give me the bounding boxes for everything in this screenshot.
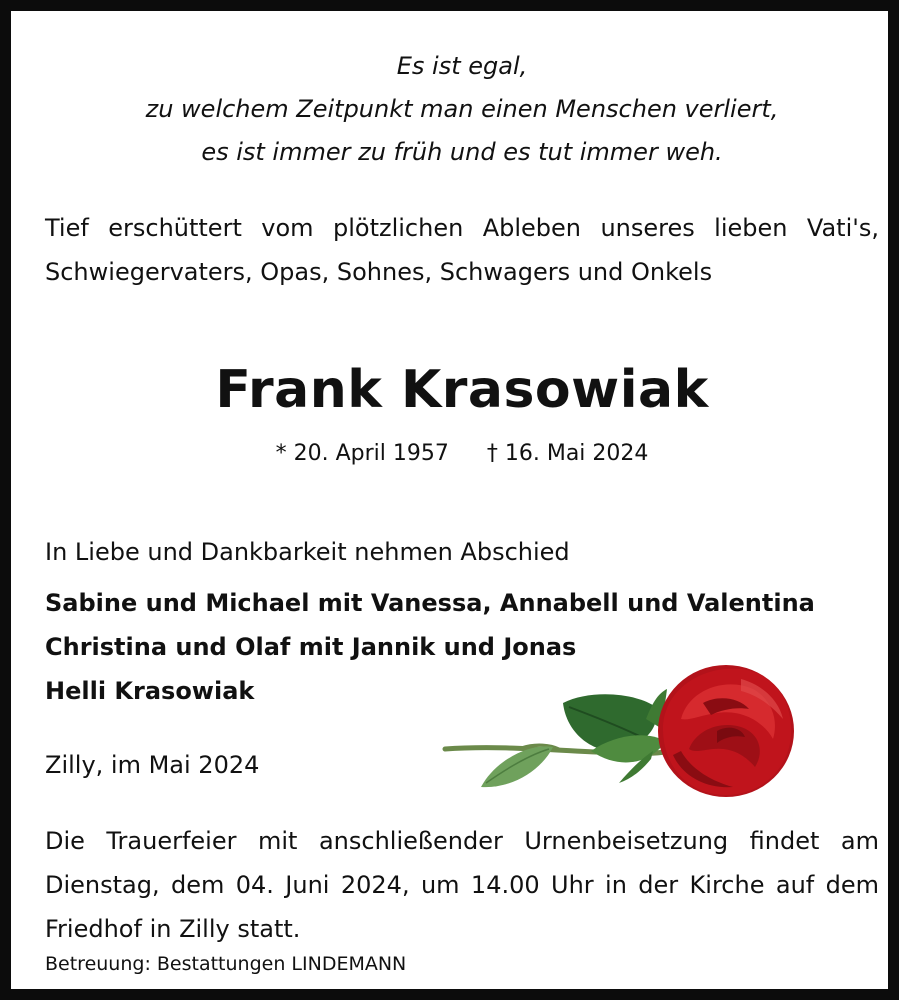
death-date: † 16. Mai 2024 — [486, 441, 649, 466]
deceased-name: Frank Krasowiak — [215, 360, 709, 420]
funeral-service-info: Die Trauerfeier mit anschließender Urnenbeisetzung findet am Dienstag, dem 04. Juni 2024, um 14.00 Uhr in der Kirche auf dem Friedhof in Zilly statt. — [45, 827, 879, 943]
motto-line: es ist immer zu früh und es tut immer weh. — [201, 138, 723, 166]
motto-line: zu welchem Zeitpunkt man einen Menschen verliert, — [145, 95, 779, 123]
birth-date: * 20. April 1957 — [275, 441, 449, 466]
motto-verse — [45, 45, 879, 174]
place-and-date: Zilly, im Mai 2024 — [45, 751, 260, 779]
intro-text: Tief erschüttert vom plötzlichen Ableben unseres lieben Vati's, Schwiegervaters, Opas, Sohnes, Schwagers und Onkels — [45, 214, 879, 286]
mourner-line: Christina und Olaf mit Jannik und Jonas — [45, 633, 577, 661]
motto-line: Es ist egal, — [396, 52, 528, 80]
mourner-line: Helli Krasowiak — [45, 677, 255, 705]
funeral-director-credit: Betreuung: Bestattungen LINDEMANN — [45, 953, 407, 975]
farewell-text: In Liebe und Dankbarkeit nehmen Abschied — [45, 538, 570, 566]
life-dates — [45, 436, 879, 472]
mourner-line: Sabine und Michael mit Vanessa, Annabell und Valentina — [45, 589, 815, 617]
